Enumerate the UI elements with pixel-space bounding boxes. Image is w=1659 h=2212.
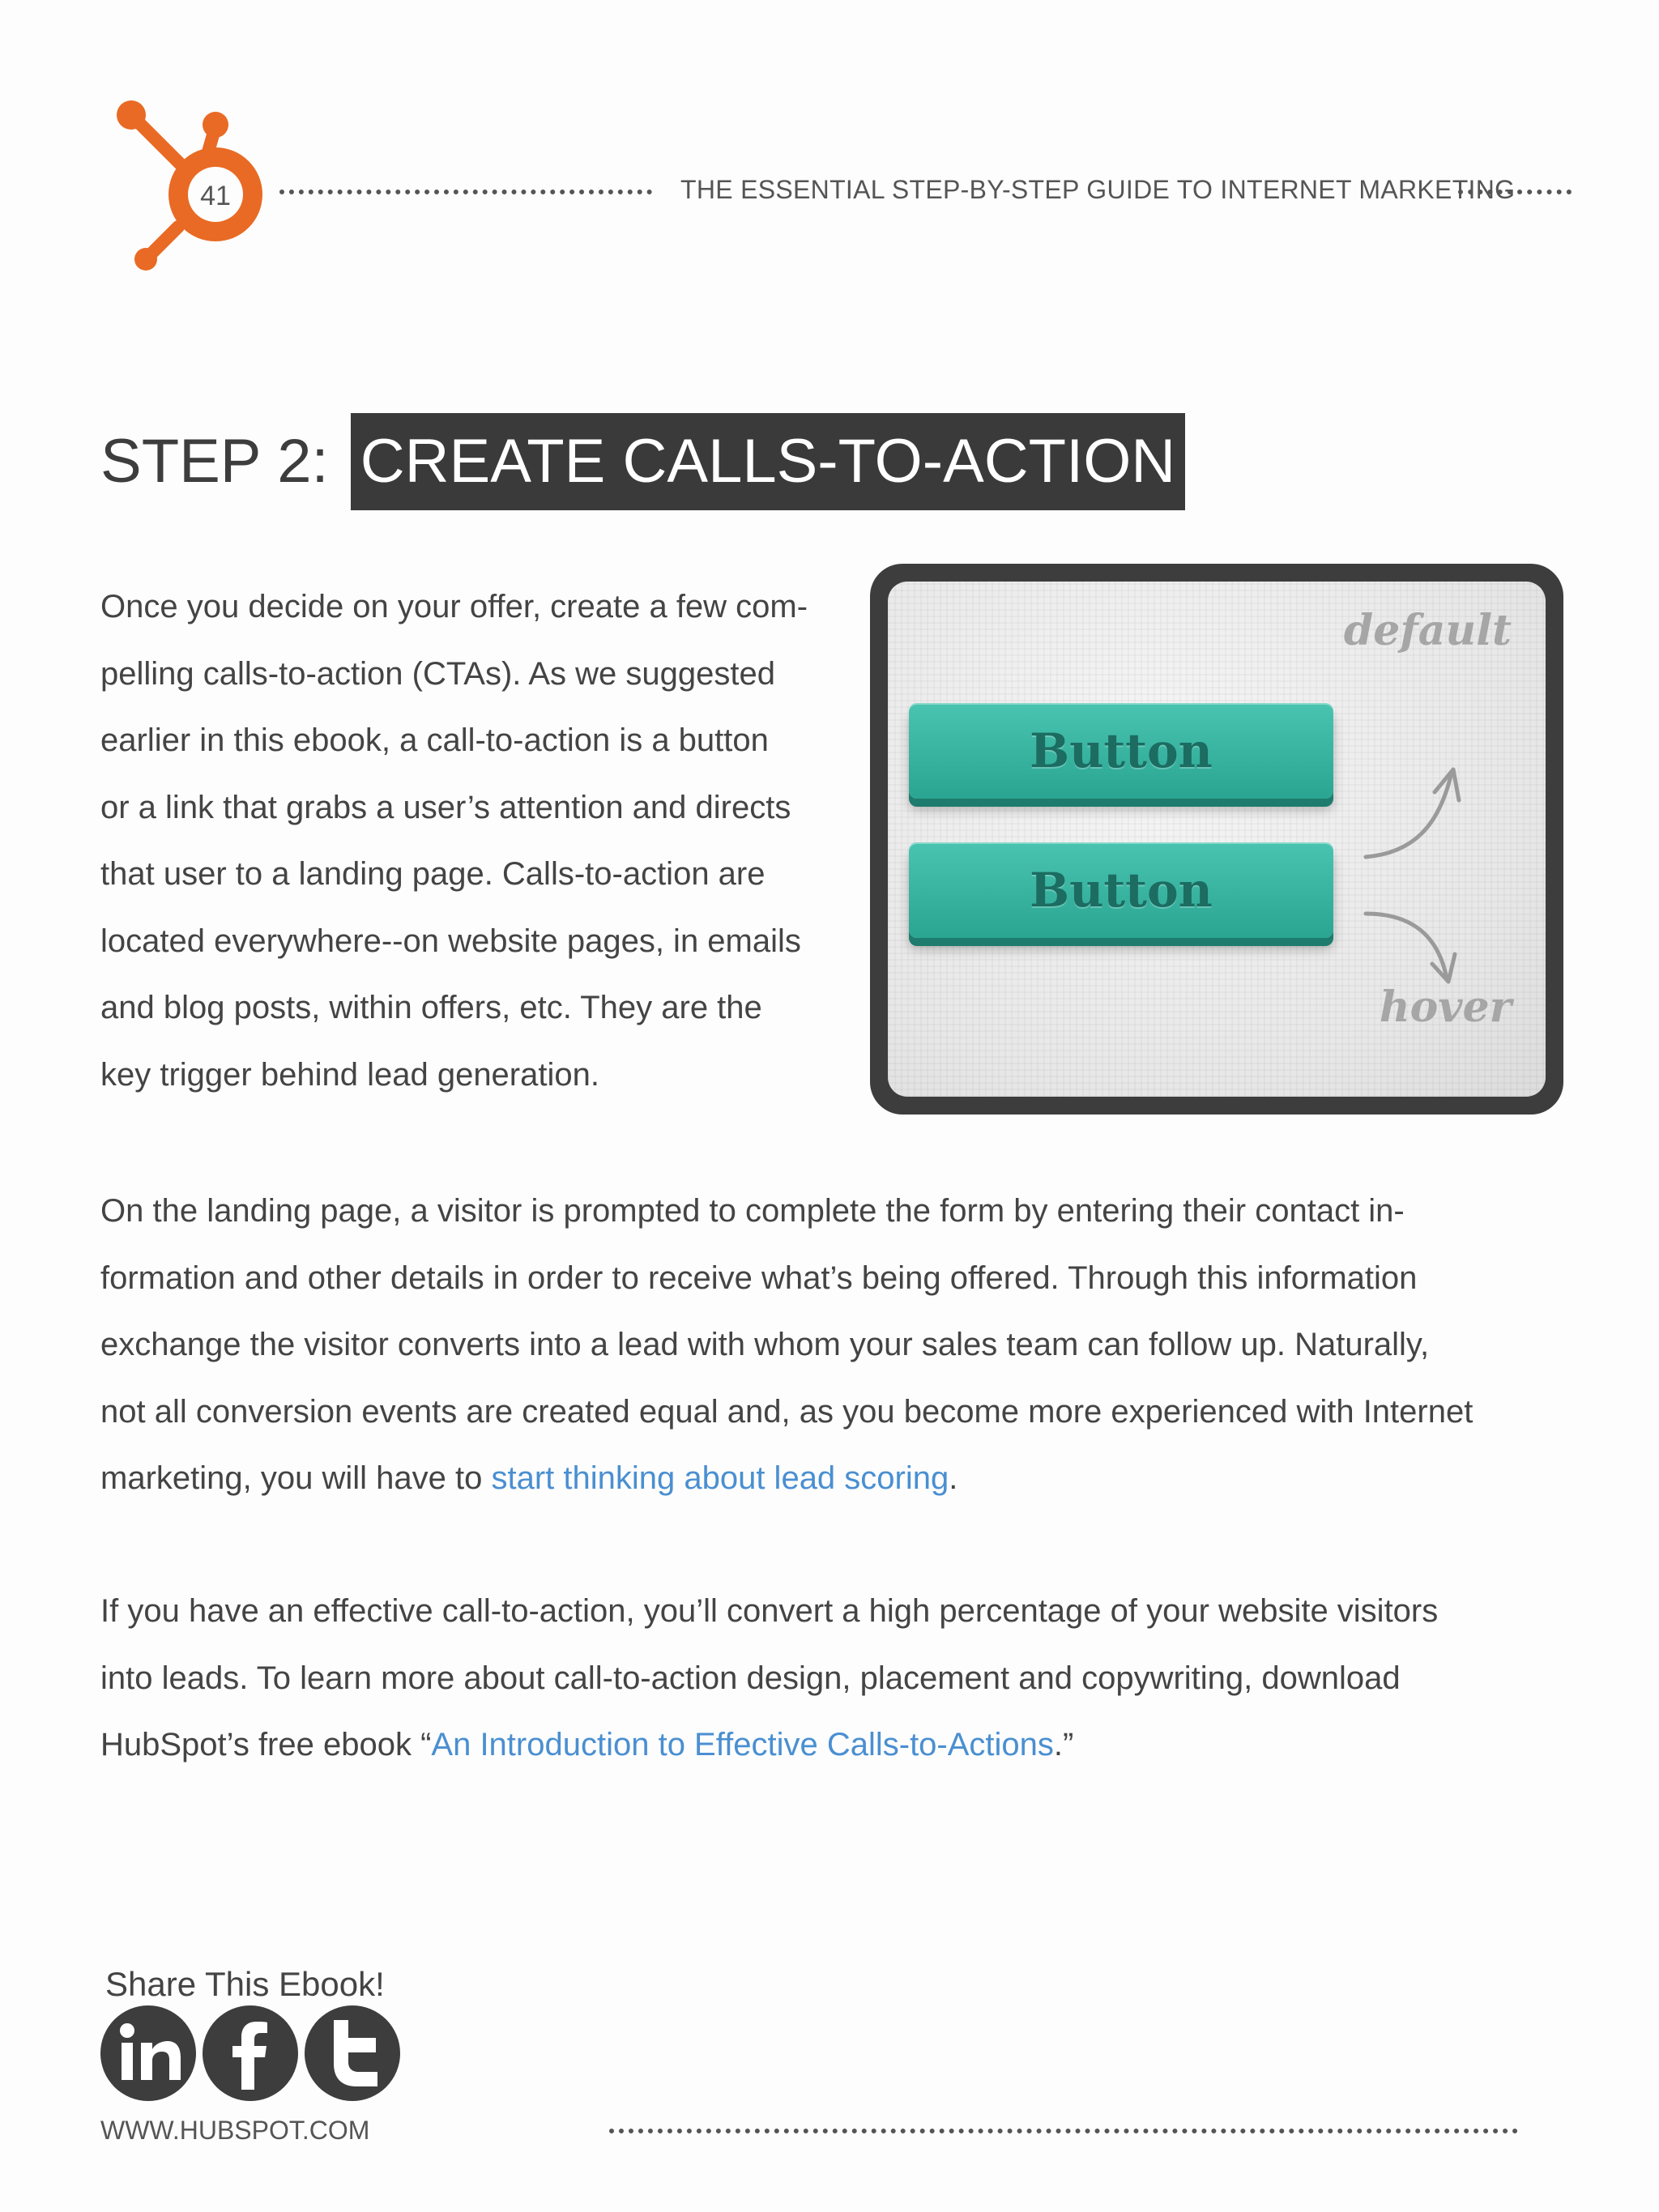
cta-button-hover: Button [909, 842, 1333, 938]
cta-button-default: Button [909, 703, 1333, 799]
header-title: THE ESSENTIAL STEP-BY-STEP GUIDE TO INTERNET MARKETING [680, 175, 1516, 204]
text-line: If you have an effective call-to-action, you’ll convert a high percentage of your website visitors [100, 1593, 1439, 1629]
facebook-icon[interactable] [203, 2005, 298, 2101]
text-line: not all conversion events are created equal and, as you become more experienced with Internet [100, 1393, 1473, 1430]
text-line: Once you decide on your offer, create a few com- [100, 589, 808, 624]
twitter-icon[interactable] [305, 2005, 400, 2101]
text-segment: .” [1053, 1727, 1074, 1762]
header-divider-left [279, 190, 652, 194]
ebook-paragraph [100, 1578, 1559, 1779]
website-url: WWW.HUBSPOT.COM [100, 2116, 370, 2145]
text-segment: . [949, 1460, 958, 1496]
text-line [100, 1711, 1559, 1779]
text-line: located everywhere--on website pages, in emails [100, 923, 801, 959]
text-line: pelling calls-to-action (CTAs). As we suggested [100, 655, 775, 692]
text-segment: HubSpot’s free ebook “ [100, 1727, 432, 1762]
text-line: On the landing page, a visitor is prompted to complete the form by entering their contact in- [100, 1193, 1405, 1229]
text-line: earlier in this ebook, a call-to-action is a button [100, 722, 769, 758]
cta-illustration-canvas [888, 582, 1546, 1097]
text-line: into leads. To learn more about call-to-action design, placement and copywriting, download [100, 1660, 1401, 1696]
page-title-prefix: STEP 2: [100, 427, 329, 496]
text-line: and blog posts, within offers, etc. They are the [100, 990, 762, 1025]
lead-scoring-link[interactable]: start thinking about lead scoring [491, 1460, 949, 1496]
default-state-label: default [1343, 606, 1512, 655]
text-line: key trigger behind lead generation. [100, 1056, 599, 1093]
text-line: exchange the visitor converts into a lead with whom your sales team can follow up. Naturally, [100, 1327, 1430, 1362]
state-arrows-icon [1358, 679, 1503, 987]
page-number: 41 [200, 181, 231, 211]
intro-paragraph [100, 573, 862, 1108]
page-title-highlight: CREATE CALLS-TO-ACTION [351, 413, 1185, 510]
cta-ebook-link[interactable]: An Introduction to Effective Calls-to-Actions [431, 1727, 1054, 1762]
text-line: that user to a landing page. Calls-to-action are [100, 856, 766, 892]
text-line [100, 1445, 1559, 1512]
landing-page-paragraph [100, 1178, 1559, 1512]
hover-state-label: hover [1379, 982, 1512, 1032]
cta-illustration [870, 564, 1563, 1115]
footer-divider [609, 2129, 1518, 2133]
text-line: formation and other details in order to receive what’s being offered. Through this information [100, 1259, 1418, 1296]
text-segment: marketing, you will have to [100, 1460, 492, 1496]
text-line: or a link that grabs a user’s attention and directs [100, 789, 791, 825]
share-label: Share This Ebook! [105, 1965, 385, 2003]
linkedin-icon[interactable] [100, 2005, 196, 2101]
page-title [100, 413, 1185, 510]
header-divider-right [1458, 190, 1572, 194]
